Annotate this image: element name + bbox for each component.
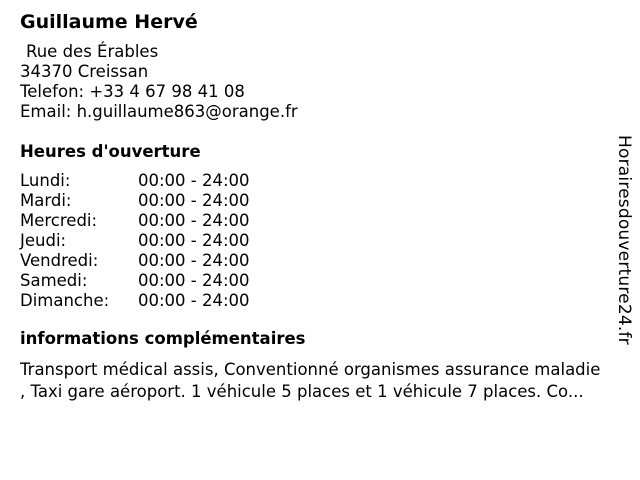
time-range: 00:00 - 24:00 xyxy=(138,291,250,310)
time-range: 00:00 - 24:00 xyxy=(138,231,250,250)
time-range: 00:00 - 24:00 xyxy=(138,171,250,190)
opening-hours-table xyxy=(20,171,250,311)
time-range: 00:00 - 24:00 xyxy=(138,251,250,270)
day-label: Mercredi: xyxy=(20,211,98,230)
day-label: Vendredi: xyxy=(20,251,99,270)
phone-number[interactable]: Telefon: +33 4 67 98 41 08 xyxy=(20,82,245,101)
additional-info-text xyxy=(20,359,632,403)
address-street: Rue des Érables xyxy=(26,42,159,61)
hours-row-tuesday xyxy=(20,191,250,211)
time-range: 00:00 - 24:00 xyxy=(138,271,250,290)
additional-info-title: informations complémentaires xyxy=(20,329,306,348)
additional-info-line: , Taxi gare aéroport. 1 véhicule 5 places et 1 véhicule 7 places. Co... xyxy=(20,382,584,401)
business-name: Guillaume Hervé xyxy=(20,11,198,33)
hours-row-wednesday xyxy=(20,211,250,231)
hours-row-thursday xyxy=(20,231,250,251)
time-range: 00:00 - 24:00 xyxy=(138,211,250,230)
hours-row-sunday xyxy=(20,291,250,311)
hours-row-saturday xyxy=(20,271,250,291)
site-watermark: Horairesdouverture24.fr xyxy=(614,135,634,345)
time-range: 00:00 - 24:00 xyxy=(138,191,250,210)
address-city: 34370 Creissan xyxy=(20,62,149,81)
day-label: Samedi: xyxy=(20,271,88,290)
hours-row-friday xyxy=(20,251,250,271)
day-label: Mardi: xyxy=(20,191,72,210)
opening-hours-title: Heures d'ouverture xyxy=(20,142,201,161)
hours-row-monday xyxy=(20,171,250,191)
day-label: Jeudi: xyxy=(20,231,67,250)
business-card xyxy=(20,9,632,403)
additional-info-line: Transport médical assis, Conventionné organismes assurance maladie xyxy=(20,360,601,379)
day-label: Dimanche: xyxy=(20,291,110,310)
day-label: Lundi: xyxy=(20,171,71,190)
email-address[interactable]: Email: h.guillaume863@orange.fr xyxy=(20,102,298,121)
